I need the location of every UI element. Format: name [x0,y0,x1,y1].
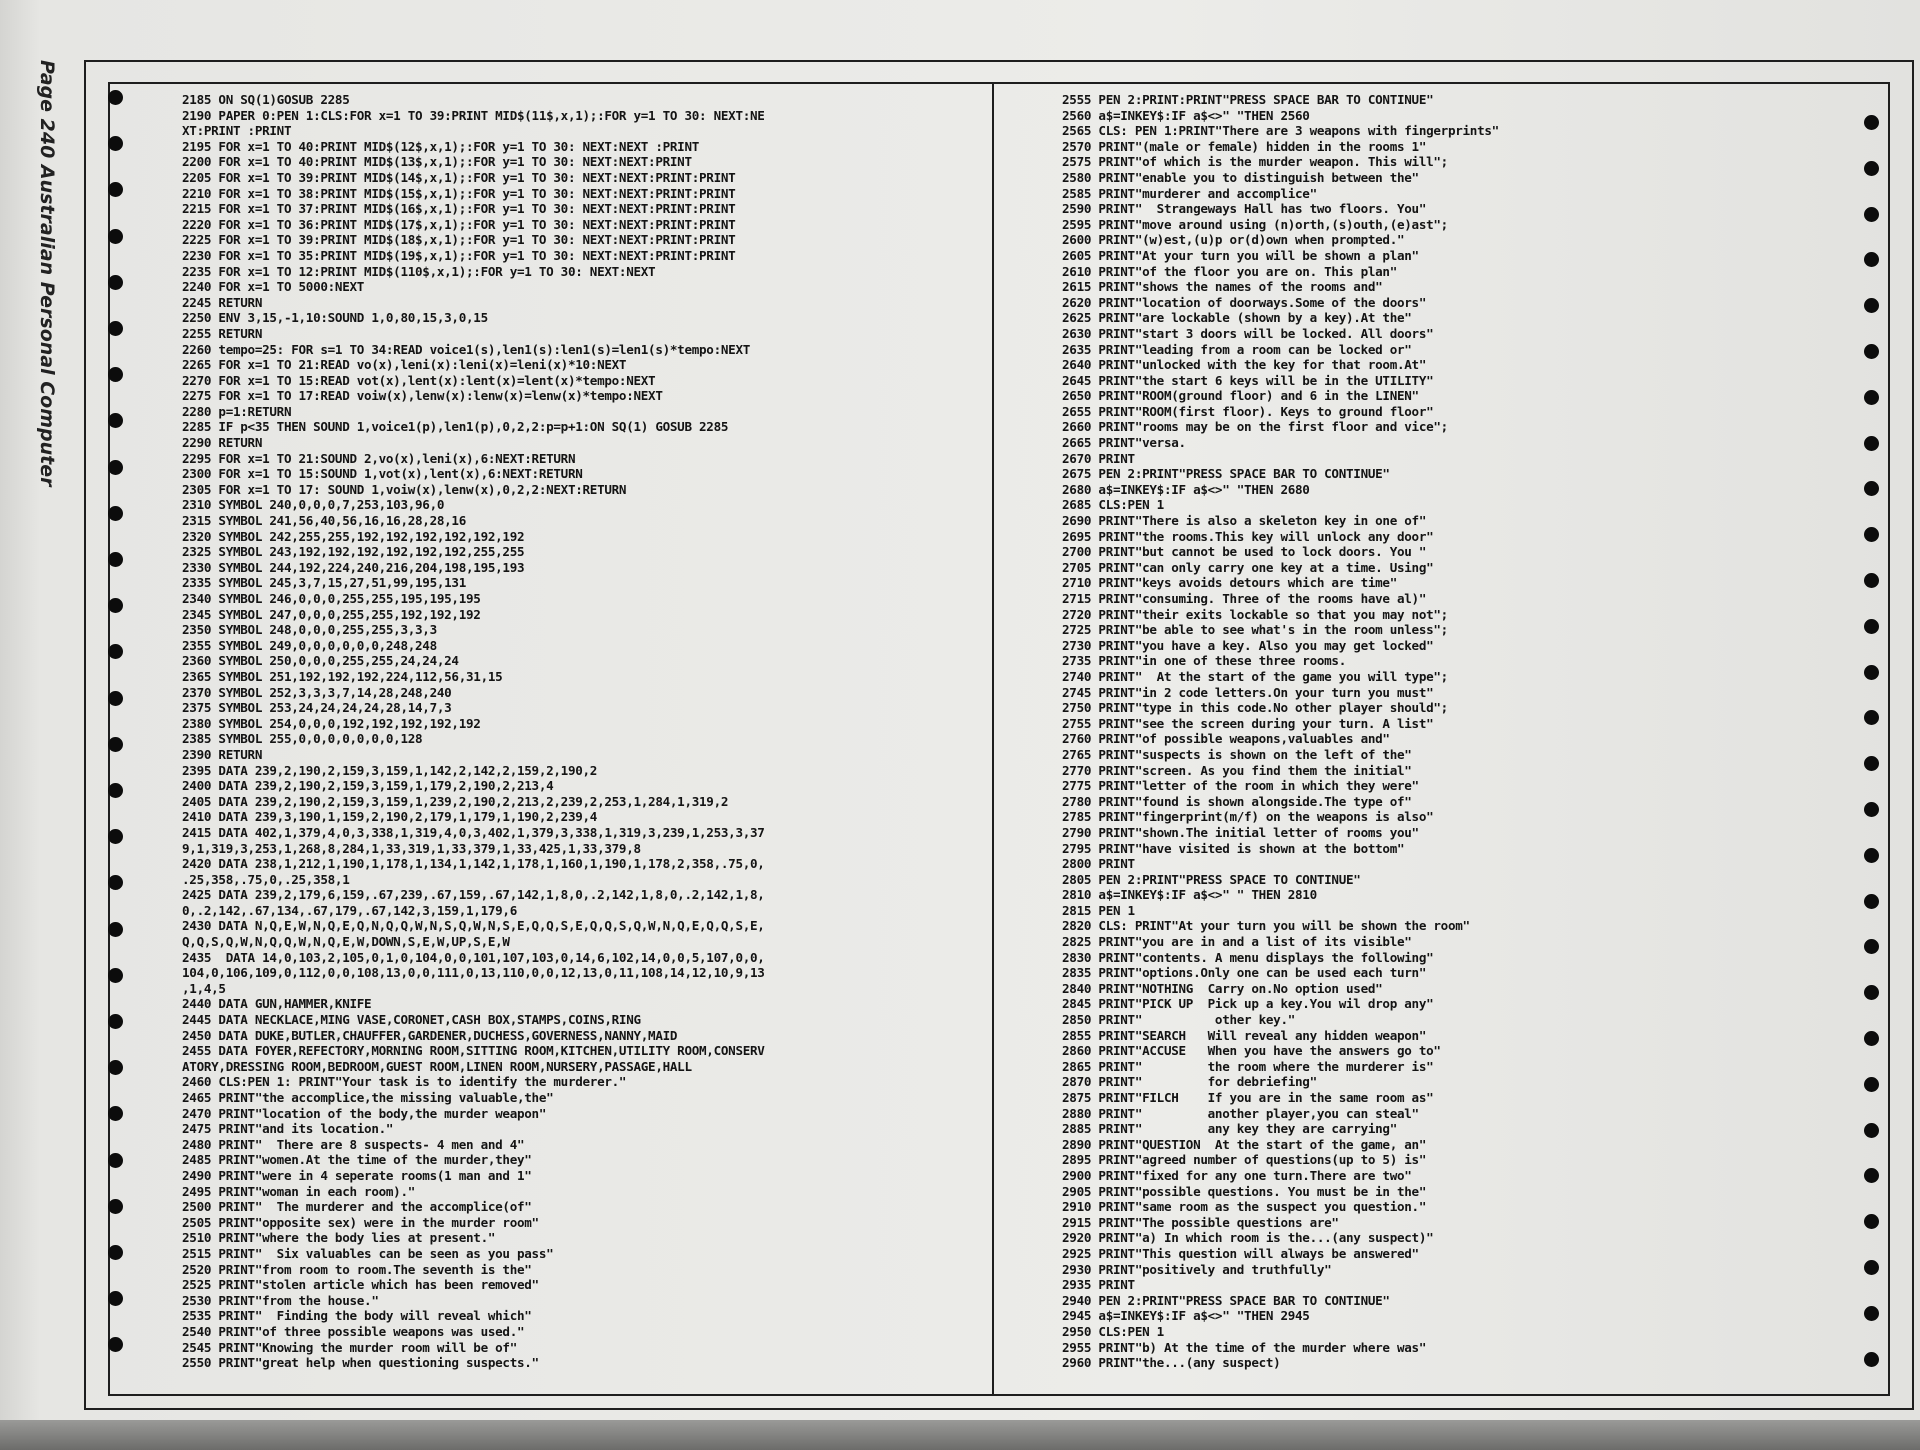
code-line: 2805 PEN 2:PRINT"PRESS SPACE TO CONTINUE" [1062,871,1361,887]
code-line: 2610 PRINT"of the floor you are on. This plan" [1062,263,1397,279]
tractor-hole [108,875,123,890]
tractor-hole [108,1245,123,1260]
tractor-hole [108,691,123,706]
tractor-hole [1864,344,1879,359]
tractor-hole [108,413,123,428]
code-line: 2895 PRINT"agreed number of questions(up to 5) is" [1062,1152,1427,1168]
tractor-hole [1864,298,1879,313]
code-line: 2520 PRINT"from room to room.The seventh is the" [182,1261,532,1277]
code-line: 2735 PRINT"in one of these three rooms. [1062,653,1347,669]
code-line: 2570 PRINT"(male or female) hidden in the rooms 1" [1062,138,1427,154]
code-line: 2415 DATA 402,1,379,4,0,3,338,1,319,4,0,3,402,1,379,3,338,1,319,3,239,1,253,3,37 [182,824,765,840]
code-line: 2545 PRINT"Knowing the murder room will be of" [182,1339,517,1355]
code-line: 2820 CLS: PRINT"At your turn you will be shown the room" [1062,918,1470,934]
tractor-hole [1864,1168,1879,1183]
code-line: 2280 p=1:RETURN [182,403,292,419]
code-line: 2495 PRINT"woman in each room)." [182,1183,416,1199]
code-line: 2605 PRINT"At your turn you will be shown a plan" [1062,247,1419,263]
code-line: 2515 PRINT" Six valuables can be seen as you pass" [182,1245,554,1261]
code-line: 2330 SYMBOL 244,192,224,240,216,204,198,195,193 [182,559,525,575]
code-line: 2475 PRINT"and its location." [182,1121,394,1137]
code-line: 2940 PEN 2:PRINT"PRESS SPACE BAR TO CONTINUE" [1062,1292,1390,1308]
code-line: 2910 PRINT"same room as the suspect you question." [1062,1199,1427,1215]
code-line: 9,1,319,3,253,1,268,8,284,1,33,319,1,33,379,1,33,425,1,33,379,8 [182,840,641,856]
code-line: 2935 PRINT [1062,1277,1135,1293]
code-line: 2200 FOR x=1 TO 40:PRINT MID$(13$,x,1);:FOR y=1 TO 30: NEXT:NEXT:PRINT [182,154,692,170]
code-line: Q,Q,S,Q,W,N,Q,Q,W,N,Q,E,W,DOWN,S,E,W,UP,S,E,W [182,934,510,950]
page-side-label [20,60,80,487]
code-line: 2325 SYMBOL 243,192,192,192,192,192,192,255,255 [182,544,525,560]
code-line: 2310 SYMBOL 240,0,0,0,7,253,103,96,0 [182,497,445,513]
code-line: 2595 PRINT"move around using (n)orth,(s)outh,(e)ast"; [1062,216,1448,232]
code-line: 2625 PRINT"are lockable (shown by a key).At the" [1062,310,1412,326]
code-line: 2745 PRINT"in 2 code letters.On your turn you must" [1062,684,1434,700]
code-line: 2715 PRINT"consuming. Three of the rooms have al)" [1062,591,1427,606]
code-line: 2705 PRINT"can only carry one key at a time. Using" [1062,559,1434,575]
left-tractor-holes [108,90,128,1380]
code-line: 2375 SYMBOL 253,24,24,24,24,28,14,7,3 [182,700,452,716]
code-line: 2710 PRINT"keys avoids detours which are time" [1062,575,1397,591]
tractor-hole [108,275,123,290]
code-line: 2490 PRINT"were in 4 seperate rooms(1 man and 1" [182,1167,532,1183]
code-line: 2300 FOR x=1 TO 15:SOUND 1,vot(x),lent(x),6:NEXT:RETURN [182,466,583,482]
code-line: 2290 RETURN [182,435,263,451]
code-line: 2315 SYMBOL 241,56,40,56,16,16,28,28,16 [182,513,467,529]
code-line: 2390 RETURN [182,746,263,762]
code-line: 2460 CLS:PEN 1: PRINT"Your task is to identify the murderer." [182,1074,627,1090]
code-line: 2585 PRINT"murderer and accomplice" [1062,185,1317,201]
tractor-hole [1864,1306,1879,1321]
code-line: 2270 FOR x=1 TO 15:READ vot(x),lent(x):lent(x)=lent(x)*tempo:NEXT [182,372,656,388]
code-line: 2740 PRINT" At the start of the game you will type"; [1062,668,1448,684]
code-line: 2500 PRINT" The murderer and the accomplice(of" [182,1199,532,1215]
tractor-hole [108,644,123,659]
code-line: 2470 PRINT"location of the body,the murder weapon" [182,1105,547,1121]
code-line: 2950 CLS:PEN 1 [1062,1323,1164,1339]
tractor-hole [108,1291,123,1306]
tractor-hole [1864,573,1879,588]
code-line: 2630 PRINT"start 3 doors will be locked. All doors" [1062,325,1434,341]
code-line: ,1,4,5 [182,980,226,996]
code-line: 2880 PRINT" another player,you can steal" [1062,1105,1419,1121]
code-line: 2305 FOR x=1 TO 17: SOUND 1,voiw(x),lenw(x),0,2,2:NEXT:RETURN [182,481,627,497]
code-line: 2560 a$=INKEY$:IF a$<>" "THEN 2560 [1062,107,1310,123]
code-line: 2260 tempo=25: FOR s=1 TO 34:READ voice1(s),len1(s):len1(s)=len1(s)*tempo:NEXT [182,341,751,357]
code-line: 2600 PRINT"(w)est,(u)p or(d)own when prompted." [1062,232,1405,248]
code-line: 2335 SYMBOL 245,3,7,15,27,51,99,195,131 [182,575,467,591]
code-line: 2795 PRINT"have visited is shown at the bottom" [1062,840,1405,856]
tractor-hole [1864,161,1879,176]
code-line: 2720 PRINT"their exits lockable so that you may not"; [1062,606,1448,622]
code-line: 2510 PRINT"where the body lies at present." [182,1230,496,1246]
tractor-hole [1864,436,1879,451]
code-line: 2670 PRINT [1062,450,1135,466]
tractor-hole [108,136,123,151]
code-line: 2675 PEN 2:PRINT"PRESS SPACE BAR TO CONTINUE" [1062,466,1390,482]
tractor-hole [1864,115,1879,130]
tractor-hole [1864,985,1879,1000]
code-line: 2210 FOR x=1 TO 38:PRINT MID$(15$,x,1);:FOR y=1 TO 30: NEXT:NEXT:PRINT:PRINT [182,185,736,201]
tractor-hole [108,1014,123,1029]
code-line: 2695 PRINT"the rooms.This key will unlock any door" [1062,528,1434,544]
code-line: 2395 DATA 239,2,190,2,159,3,159,1,142,2,142,2,159,2,190,2 [182,762,598,778]
code-line: 2505 PRINT"opposite sex) were in the murder room" [182,1214,539,1230]
code-line: 2435 DATA 14,0,103,2,105,0,1,0,104,0,0,101,107,103,0,14,6,102,14,0,0,5,107,0,0, [182,949,765,965]
tractor-hole [108,229,123,244]
tractor-hole [1864,802,1879,817]
code-line: 2635 PRINT"leading from a room can be locked or" [1062,341,1412,357]
code-line: 2320 SYMBOL 242,255,255,192,192,192,192,192,192 [182,528,525,544]
tractor-hole [108,90,123,105]
code-line: 2365 SYMBOL 251,192,192,192,224,112,56,31,15 [182,668,503,684]
code-line: 2865 PRINT" the room where the murderer is" [1062,1058,1434,1074]
code-line: 2590 PRINT" Strangeways Hall has two floors. You" [1062,201,1427,217]
tractor-hole [1864,481,1879,496]
code-line: 2790 PRINT"shown.The initial letter of rooms you" [1062,824,1419,840]
code-line: 2850 PRINT" other key." [1062,1012,1296,1028]
tractor-hole [1864,527,1879,542]
code-line: 2640 PRINT"unlocked with the key for that room.At" [1062,357,1427,373]
code-line: 2825 PRINT"you are in and a list of its visible" [1062,934,1412,950]
tractor-hole [1864,894,1879,909]
code-line: 2875 PRINT"FILCH If you are in the same room as" [1062,1090,1434,1105]
code-line: 2775 PRINT"letter of the room in which they were" [1062,778,1419,794]
code-line: XT:PRINT :PRINT [182,123,292,139]
tractor-hole [108,552,123,567]
code-line: 2250 ENV 3,15,-1,10:SOUND 1,0,80,15,3,0,15 [182,310,488,326]
code-line: 2655 PRINT"ROOM(first floor). Keys to ground floor" [1062,403,1434,419]
code-line: 2240 FOR x=1 TO 5000:NEXT [182,279,365,295]
tractor-hole [1864,252,1879,267]
code-line: 2685 CLS:PEN 1 [1062,497,1164,513]
tractor-hole [108,829,123,844]
code-line: 2890 PRINT"QUESTION At the start of the game, an" [1062,1136,1427,1152]
code-line: 2650 PRINT"ROOM(ground floor) and 6 in the LINEN" [1062,388,1419,404]
code-line: 2385 SYMBOL 255,0,0,0,0,0,0,0,128 [182,731,423,747]
code-line: 2575 PRINT"of which is the murder weapon. This will"; [1062,154,1448,170]
tractor-hole [1864,848,1879,863]
code-line: 2345 SYMBOL 247,0,0,0,255,255,192,192,192 [182,606,481,622]
code-line: 2870 PRINT" for debriefing" [1062,1074,1317,1090]
code-line: 2525 PRINT"stolen article which has been removed" [182,1277,539,1293]
tractor-hole [108,1153,123,1168]
code-line: 2230 FOR x=1 TO 35:PRINT MID$(19$,x,1);:FOR y=1 TO 30: NEXT:NEXT:PRINT:PRINT [182,247,736,263]
code-line: 2550 PRINT"great help when questioning suspects." [182,1355,539,1371]
code-line: 2845 PRINT"PICK UP Pick up a key.You wil drop any" [1062,996,1434,1012]
code-line: 2580 PRINT"enable you to distinguish between the" [1062,169,1419,185]
code-line: 2420 DATA 238,1,212,1,190,1,178,1,134,1,142,1,178,1,160,1,190,1,178,2,358,.75,0, [182,856,765,872]
code-line: 2540 PRINT"of three possible weapons was used." [182,1323,525,1339]
code-line: 2660 PRINT"rooms may be on the first floor and vice"; [1062,419,1448,435]
code-line: 2945 a$=INKEY$:IF a$<>" "THEN 2945 [1062,1308,1310,1324]
code-line: 2755 PRINT"see the screen during your turn. A list" [1062,715,1434,731]
tractor-hole [1864,665,1879,680]
tractor-hole [108,182,123,197]
tractor-hole [108,1106,123,1121]
tractor-hole [1864,1352,1879,1367]
code-line: 2430 DATA N,Q,E,W,N,Q,E,Q,N,Q,Q,W,N,S,Q,W,N,S,E,Q,Q,S,E,Q,Q,S,Q,W,N,Q,E,Q,Q,S,E, [182,918,765,934]
code-line: .25,358,.75,0,.25,358,1 [182,871,350,887]
tractor-hole [1864,939,1879,954]
tractor-hole [108,783,123,798]
code-line: 2485 PRINT"women.At the time of the murder,they" [182,1152,532,1168]
code-line: 2615 PRINT"shows the names of the rooms and" [1062,279,1383,295]
tractor-hole [1864,1031,1879,1046]
code-line: 2425 DATA 239,2,179,6,159,.67,239,.67,159,.67,142,1,8,0,.2,142,1,8,0,.2,142,1,8, [182,887,765,903]
code-line: 2620 PRINT"location of doorways.Some of the doors" [1062,294,1427,310]
code-line: 2800 PRINT [1062,856,1135,872]
code-line: 2275 FOR x=1 TO 17:READ voiw(x),lenw(x):lenw(x)=lenw(x)*tempo:NEXT [182,388,663,404]
tractor-hole [108,460,123,475]
code-line: 2815 PEN 1 [1062,902,1135,918]
code-line: 2565 CLS: PEN 1:PRINT"There are 3 weapons with fingerprints" [1062,123,1499,139]
code-line: 2480 PRINT" There are 8 suspects- 4 men and 4" [182,1136,525,1152]
code-line: 2185 ON SQ(1)GOSUB 2285 [182,92,350,107]
code-line: 2765 PRINT"suspects is shown on the left of the" [1062,746,1412,762]
code-line: 2450 DATA DUKE,BUTLER,CHAUFFER,GARDENER,DUCHESS,GOVERNESS,NANNY,MAID [182,1027,678,1043]
code-line: 2860 PRINT"ACCUSE When you have the answers go to" [1062,1043,1441,1059]
code-line: 2295 FOR x=1 TO 21:SOUND 2,vo(x),leni(x),6:NEXT:RETURN [182,450,576,466]
tractor-hole [1864,756,1879,771]
code-line: 2960 PRINT"the...(any suspect) [1062,1355,1281,1371]
code-line: 2285 IF p<35 THEN SOUND 1,voice1(p),len1(p),0,2,2:p=p+1:ON SQ(1) GOSUB 2285 [182,419,729,435]
code-line: 2725 PRINT"be able to see what's in the room unless"; [1062,622,1448,638]
tractor-hole [1864,390,1879,405]
code-line: 2340 SYMBOL 246,0,0,0,255,255,195,195,195 [182,591,481,606]
code-line: 2355 SYMBOL 249,0,0,0,0,0,0,248,248 [182,637,437,653]
code-line: 2440 DATA GUN,HAMMER,KNIFE [182,996,372,1012]
code-line: 2785 PRINT"fingerprint(m/f) on the weapons is also" [1062,809,1434,825]
code-line: 2255 RETURN [182,325,263,341]
code-line: 2530 PRINT"from the house." [182,1292,379,1308]
tractor-hole [108,1199,123,1214]
code-line: 2885 PRINT" any key they are carrying" [1062,1121,1397,1137]
code-line: 2400 DATA 239,2,190,2,159,3,159,1,179,2,190,2,213,4 [182,778,554,794]
code-line: 2195 FOR x=1 TO 40:PRINT MID$(12$,x,1);:FOR y=1 TO 30: NEXT:NEXT :PRINT [182,138,700,154]
tractor-hole [1864,207,1879,222]
code-line: 2920 PRINT"a) In which room is the...(any suspect)" [1062,1230,1434,1246]
code-line: 2410 DATA 239,3,190,1,159,2,190,2,179,1,179,1,190,2,239,4 [182,809,598,825]
tractor-hole [1864,1077,1879,1092]
code-line: 2380 SYMBOL 254,0,0,0,192,192,192,192,192 [182,715,481,731]
code-line: 2370 SYMBOL 252,3,3,3,7,14,28,248,240 [182,684,452,700]
tractor-hole [108,598,123,613]
code-line: 2680 a$=INKEY$:IF a$<>" "THEN 2680 [1062,481,1310,497]
column-divider [992,84,994,1396]
code-line: 2405 DATA 239,2,190,2,159,3,159,1,239,2,190,2,213,2,239,2,253,1,284,1,319,2 [182,793,729,809]
code-line: 2465 PRINT"the accomplice,the missing valuable,the" [182,1090,554,1105]
code-line: 2905 PRINT"possible questions. You must be in the" [1062,1183,1427,1199]
code-line: 2750 PRINT"type in this code.No other player should"; [1062,700,1448,716]
tractor-hole [108,1337,123,1352]
code-line: 2555 PEN 2:PRINT:PRINT"PRESS SPACE BAR TO CONTINUE" [1062,92,1434,107]
code-line: 2840 PRINT"NOTHING Carry on.No option used" [1062,980,1383,996]
code-line: ATORY,DRESSING ROOM,BEDROOM,GUEST ROOM,LINEN ROOM,NURSERY,PASSAGE,HALL [182,1058,692,1074]
code-line: 2810 a$=INKEY$:IF a$<>" " THEN 2810 [1062,887,1317,903]
code-line: 2190 PAPER 0:PEN 1:CLS:FOR x=1 TO 39:PRINT MID$(11$,x,1);:FOR y=1 TO 30: NEXT:NE [182,107,765,123]
code-line: 2665 PRINT"versa. [1062,435,1186,451]
tractor-hole [1864,619,1879,634]
code-line: 2760 PRINT"of possible weapons,valuables and" [1062,731,1390,747]
code-line: 2915 PRINT"The possible questions are" [1062,1214,1339,1230]
code-line: 2455 DATA FOYER,REFECTORY,MORNING ROOM,SITTING ROOM,KITCHEN,UTILITY ROOM,CONSERV [182,1043,765,1059]
code-line: 2205 FOR x=1 TO 39:PRINT MID$(14$,x,1);:FOR y=1 TO 30: NEXT:NEXT:PRINT:PRINT [182,169,736,185]
code-line: 2350 SYMBOL 248,0,0,0,255,255,3,3,3 [182,622,437,638]
code-line: 2690 PRINT"There is also a skeleton key in one of" [1062,513,1427,529]
code-line: 2955 PRINT"b) At the time of the murder where was" [1062,1339,1427,1355]
code-line: 2900 PRINT"fixed for any one turn.There are two" [1062,1167,1412,1183]
tractor-hole [108,1060,123,1075]
left-code-column [182,92,942,1371]
code-line: 2645 PRINT"the start 6 keys will be in the UTILITY" [1062,372,1434,388]
tractor-hole [108,506,123,521]
tractor-hole [1864,1260,1879,1275]
tractor-hole [108,968,123,983]
code-line: 2360 SYMBOL 250,0,0,0,255,255,24,24,24 [182,653,459,669]
code-line: 2225 FOR x=1 TO 39:PRINT MID$(18$,x,1);:FOR y=1 TO 30: NEXT:NEXT:PRINT:PRINT [182,232,736,248]
code-line: 2780 PRINT"found is shown alongside.The type of" [1062,793,1412,809]
page-number-label: Page 240 Australian Personal Computer [36,60,58,487]
code-line: 2930 PRINT"positively and truthfully" [1062,1261,1332,1277]
code-line: 2730 PRINT"you have a key. Also you may get locked" [1062,637,1434,653]
code-line: 2215 FOR x=1 TO 37:PRINT MID$(16$,x,1);:FOR y=1 TO 30: NEXT:NEXT:PRINT:PRINT [182,201,736,217]
code-line: 2830 PRINT"contents. A menu displays the following" [1062,949,1434,965]
code-line: 2535 PRINT" Finding the body will reveal which" [182,1308,532,1324]
tractor-hole [108,922,123,937]
code-line: 2835 PRINT"options.Only one can be used each turn" [1062,965,1427,981]
tractor-hole [108,367,123,382]
code-line: 2925 PRINT"This question will always be answered" [1062,1245,1419,1261]
code-line: 2265 FOR x=1 TO 21:READ vo(x),leni(x):leni(x)=leni(x)*10:NEXT [182,357,627,373]
code-line: 2445 DATA NECKLACE,MING VASE,CORONET,CASH BOX,STAMPS,COINS,RING [182,1012,641,1028]
tractor-hole [1864,1214,1879,1229]
page-edge-shadow [0,1420,1920,1450]
tractor-hole [1864,710,1879,725]
code-line: 0,.2,142,.67,134,.67,179,.67,142,3,159,1,179,6 [182,902,517,918]
code-line: 2235 FOR x=1 TO 12:PRINT MID$(110$,x,1);:FOR y=1 TO 30: NEXT:NEXT [182,263,656,279]
tractor-hole [1864,1123,1879,1138]
code-line: 2245 RETURN [182,294,263,310]
code-line: 2700 PRINT"but cannot be used to lock doors. You " [1062,544,1427,560]
code-line: 104,0,106,109,0,112,0,0,108,13,0,0,111,0,13,110,0,0,12,13,0,11,108,14,12,10,9,13 [182,965,765,981]
code-line: 2770 PRINT"screen. As you find them the initial" [1062,762,1412,778]
code-line: 2220 FOR x=1 TO 36:PRINT MID$(17$,x,1);:FOR y=1 TO 30: NEXT:NEXT:PRINT:PRINT [182,216,736,232]
tractor-hole [108,737,123,752]
code-line: 2855 PRINT"SEARCH Will reveal any hidden weapon" [1062,1027,1427,1043]
right-code-column [1062,92,1862,1371]
right-tractor-holes [1864,115,1884,1385]
tractor-hole [108,321,123,336]
